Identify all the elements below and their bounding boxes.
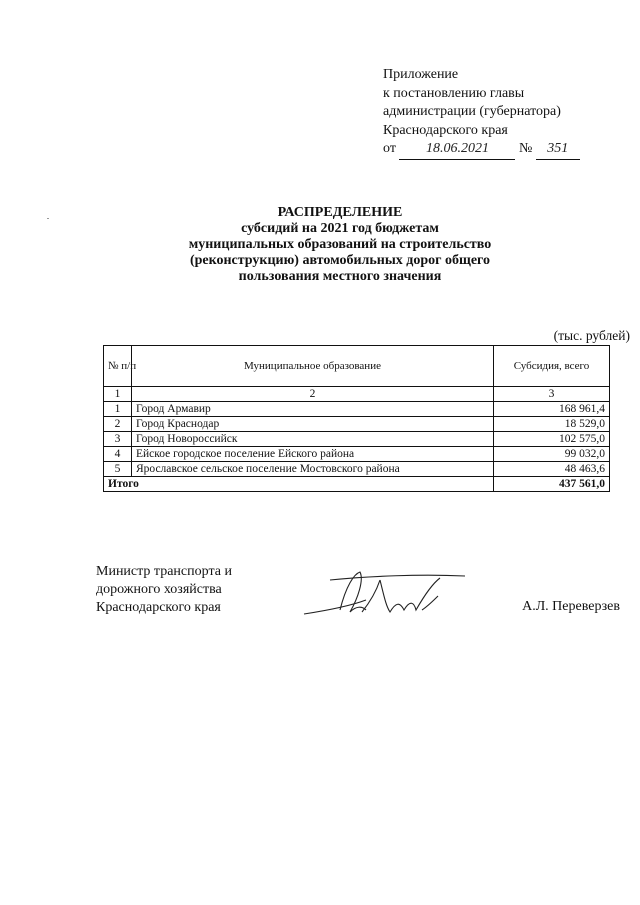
column-number-3: 3	[494, 387, 610, 402]
row-amount: 99 032,0	[494, 447, 610, 462]
table-row	[104, 417, 610, 432]
row-name: Ейское городское поселение Ейского района	[132, 447, 494, 462]
row-name: Город Краснодар	[132, 417, 494, 432]
row-amount: 48 463,6	[494, 462, 610, 477]
row-name: Ярославское сельское поселение Мостовского района	[132, 462, 494, 477]
appendix-block	[383, 66, 580, 160]
document-date: 18.06.2021	[399, 140, 515, 160]
scan-speck	[47, 218, 49, 219]
document-title	[140, 205, 540, 285]
table-header-row	[104, 346, 610, 387]
signatory-position	[96, 563, 232, 617]
row-num: 5	[104, 462, 132, 477]
row-amount: 168 961,4	[494, 402, 610, 417]
row-name: Город Новороссийск	[132, 432, 494, 447]
column-number-row	[104, 387, 610, 402]
row-num: 4	[104, 447, 132, 462]
header-subsidy: Субсидия, всего	[494, 346, 610, 387]
appendix-line-4: Краснодарского края	[383, 122, 508, 138]
appendix-date-line	[383, 140, 580, 160]
title-line-3: муниципальных образований на строительство	[188, 237, 492, 252]
handwritten-signature	[300, 566, 470, 626]
date-prefix: от	[383, 141, 396, 156]
units-label: (тыс. рублей)	[553, 328, 630, 343]
total-amount: 437 561,0	[494, 477, 610, 492]
column-number-2: 2	[132, 387, 494, 402]
position-line-2: дорожного хозяйства	[96, 582, 222, 597]
header-num: № п/п	[104, 346, 132, 387]
total-label: Итого	[104, 477, 494, 492]
table-row	[104, 462, 610, 477]
table-row	[104, 447, 610, 462]
column-number-1: 1	[104, 387, 132, 402]
position-line-1: Министр транспорта и	[96, 564, 232, 579]
signer-name: А.Л. Переверзев	[522, 599, 620, 614]
row-num: 3	[104, 432, 132, 447]
table-row	[104, 432, 610, 447]
row-num: 2	[104, 417, 132, 432]
title-line-2: субсидий на 2021 год бюджетам	[241, 221, 439, 236]
number-prefix: №	[518, 141, 533, 156]
row-amount: 102 575,0	[494, 432, 610, 447]
document-number: 351	[536, 140, 580, 160]
row-num: 1	[104, 402, 132, 417]
appendix-line-1: Приложение	[383, 67, 459, 82]
position-line-3: Краснодарского края	[96, 600, 221, 615]
title-line-5: пользования местного значения	[238, 269, 442, 284]
row-name: Город Армавир	[132, 402, 494, 417]
appendix-line-3: администрации (губернатора)	[383, 104, 561, 119]
total-row	[104, 477, 610, 492]
row-amount: 18 529,0	[494, 417, 610, 432]
subsidy-table	[103, 345, 610, 492]
header-municipality: Муниципальное образование	[132, 346, 494, 387]
appendix-line-2: к постановлению главы	[383, 85, 525, 101]
title-line-1: РАСПРЕДЕЛЕНИЕ	[277, 205, 403, 220]
table-row	[104, 402, 610, 417]
title-line-4: (реконструкцию) автомобильных дорог общего	[189, 253, 491, 268]
